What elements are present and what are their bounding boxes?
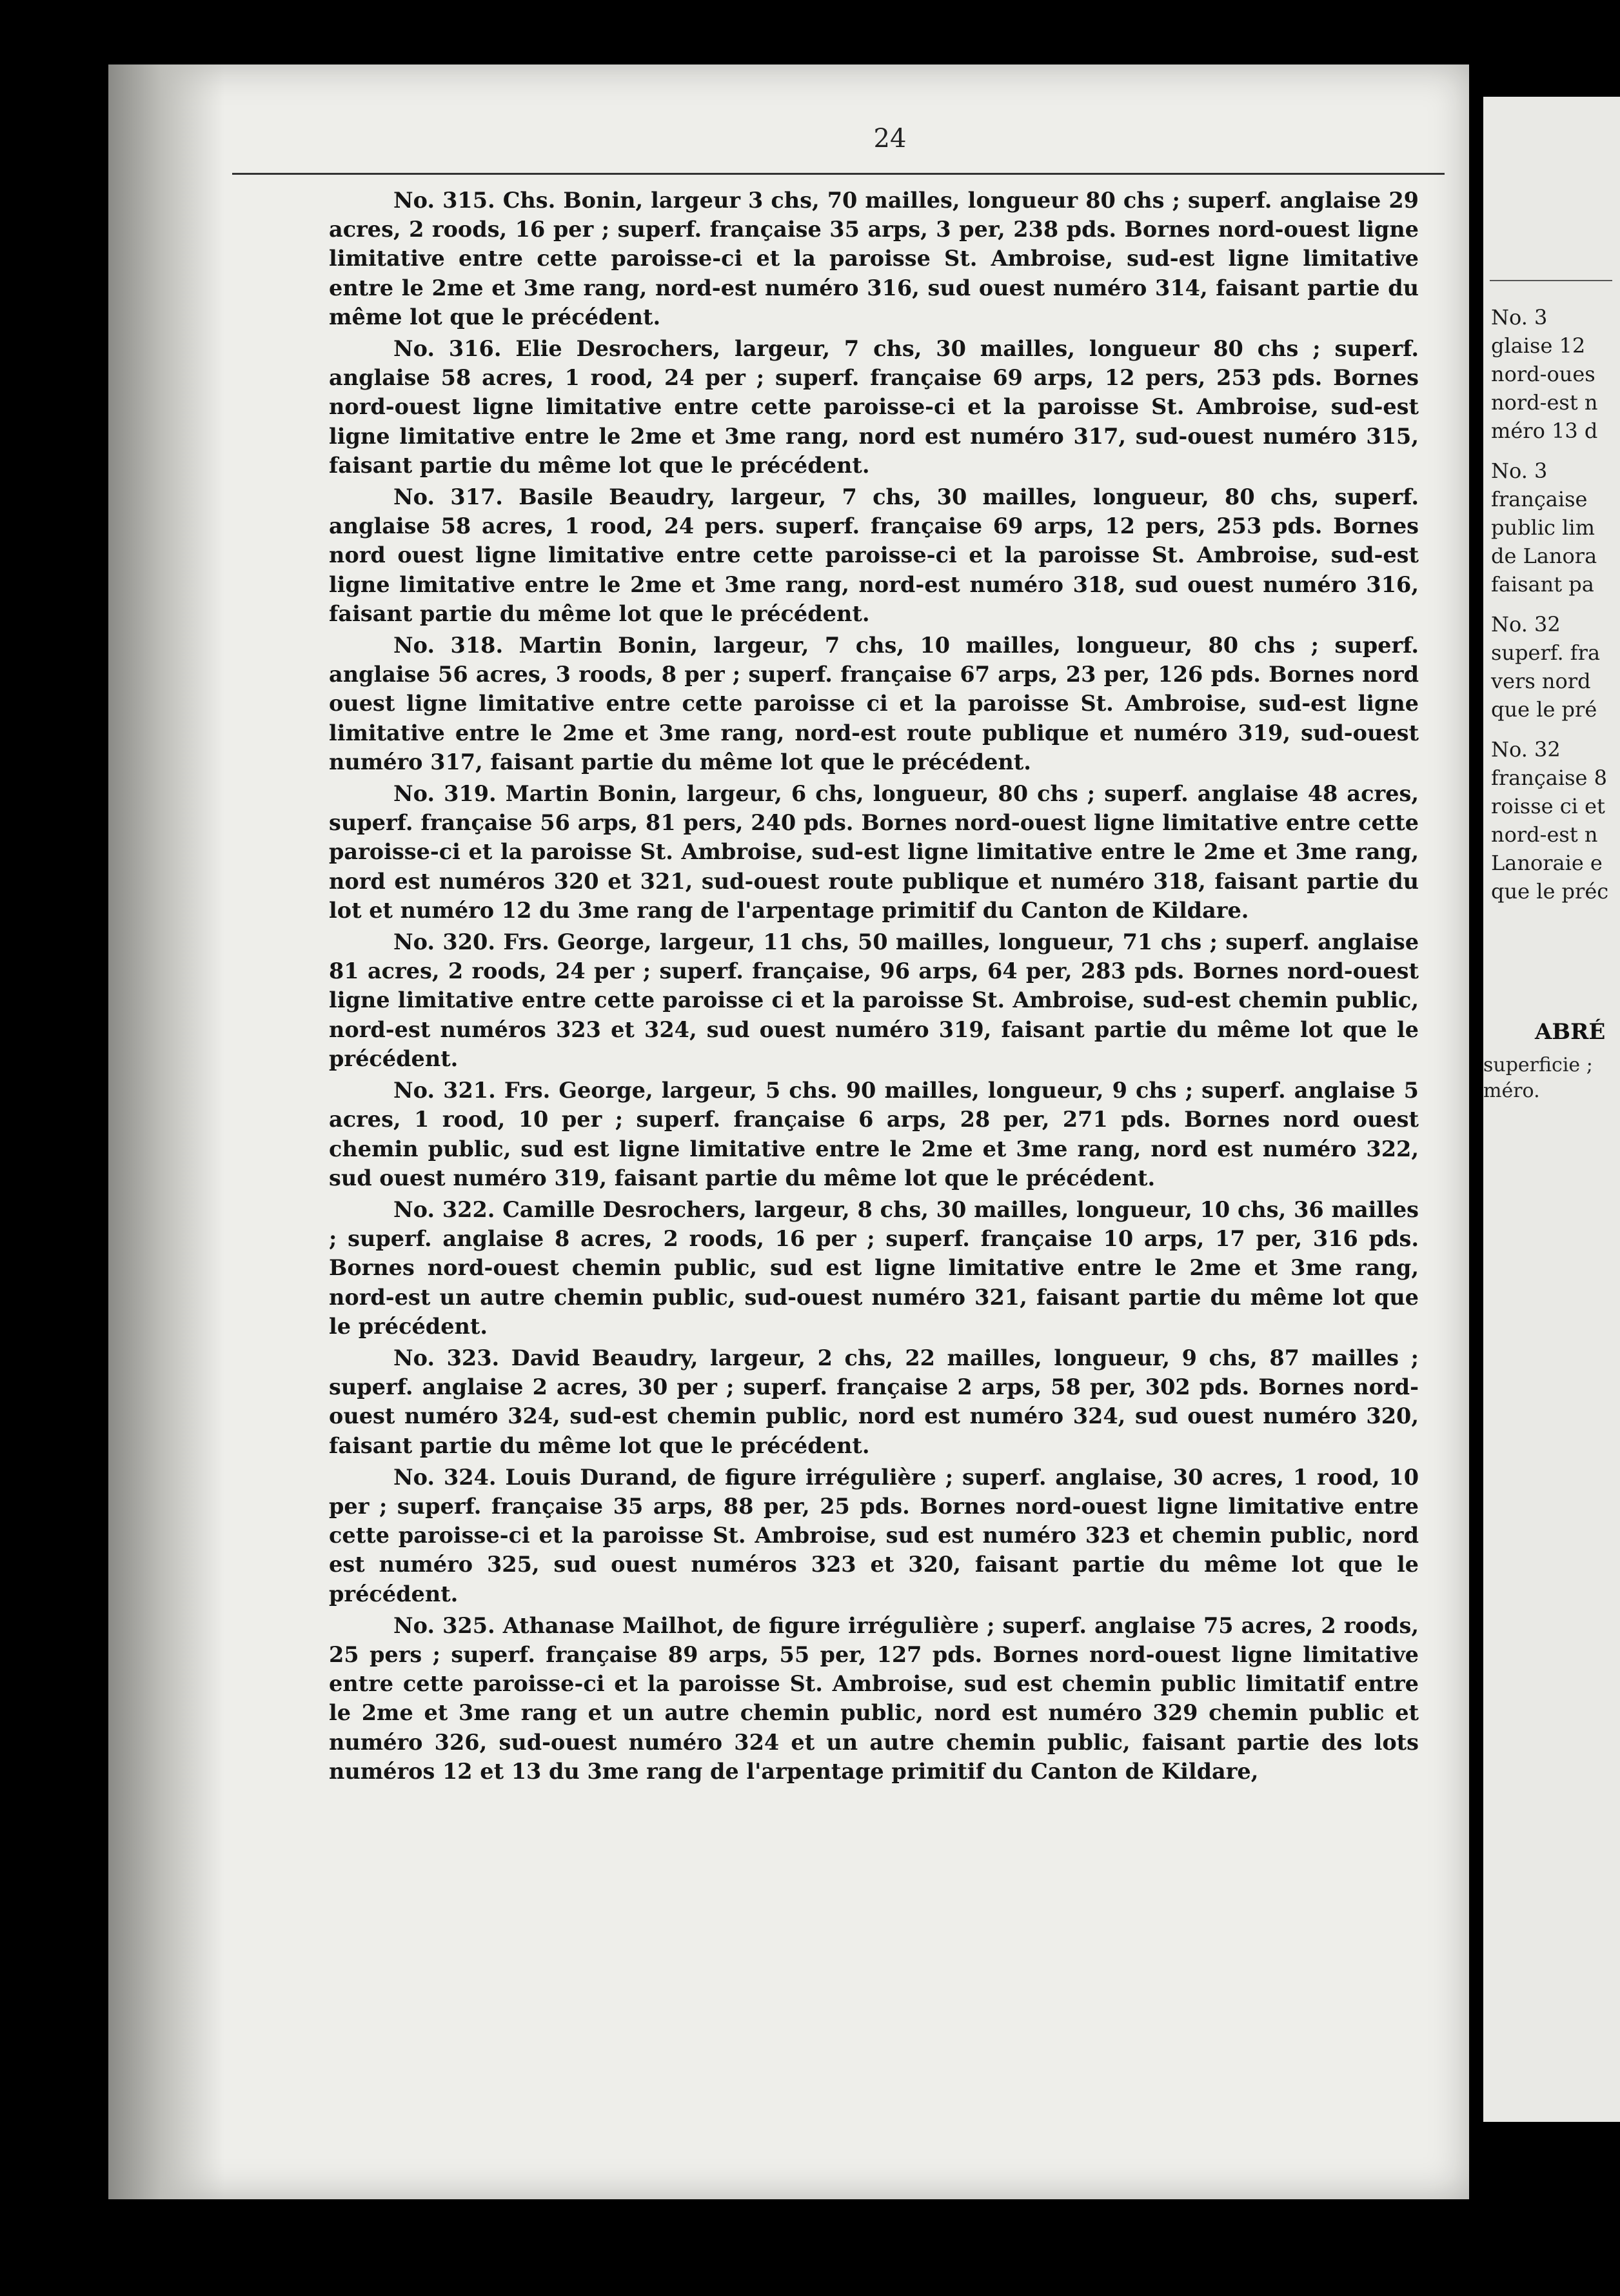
lot-entry [329, 779, 1419, 925]
header-rule [232, 173, 1445, 175]
owner-name: Camille Desrochers, [502, 1196, 747, 1222]
owner-name: Frs. George, [503, 929, 652, 955]
adjacent-page-line: No. 3 [1491, 305, 1548, 330]
adjacent-page-subline: méro. [1483, 1080, 1540, 1102]
adjacent-page-line: de Lanora [1491, 544, 1597, 568]
lot-description: largeur, 6 chs, longueur, 80 chs ; superf. anglaise 48 acres, superf. française 56 arps, 81 pers, 240 pds. Bornes nord-ouest ligne limitative entre cette paroisse-ci et la paroisse St. Ambroise, sud-est ligne limitative entre le 2me et 3me rang, nord est numéros 320 et 321, sud-ouest route publique et numéro 318, faisant partie du lot et numéro 12 du 3me rang de l'arpentage primitif du Canton de Kildare. [329, 781, 1419, 923]
adjacent-page-line: superf. fra [1491, 640, 1601, 665]
adjacent-page-line: faisant pa [1491, 572, 1594, 597]
adjacent-page-line: vers nord [1491, 669, 1591, 693]
adjacent-page-line: que le préc [1491, 879, 1609, 904]
entries-list [329, 186, 1419, 1788]
lot-description: de figure irrégulière ; superf. anglaise 75 acres, 2 roods, 25 pers ; superf. française 89 arps, 55 per, 127 pds. Bornes nord-ouest ligne limitative entre cette paroisse-ci et la paroisse St. Ambroise, sud est chemin public limitatif entre le 2me et 3me rang et un autre chemin public, nord est numéro 329 chemin public et numéro 326, sud-ouest numéro 324 et un autre chemin public, faisant partie des lots numéros 12 et 13 du 3me rang de l'arpentage primitif du Canton de Kildare, [329, 1612, 1419, 1784]
lot-description: largeur, 8 chs, 30 mailles, longueur, 10 chs, 36 mailles ; superf. anglaise 8 acres, 2 roods, 16 per ; superf. française 10 arps, 17 per, 316 pds. Bornes nord-ouest chemin public, sud est ligne limitative entre le 2me et 3me rang, nord-est un autre chemin public, sud-ouest numéro 321, faisant partie du même lot que le précédent. [329, 1196, 1419, 1339]
adjacent-page-line: française 8 [1491, 766, 1607, 790]
adjacent-page-text [1483, 303, 1608, 906]
owner-name: Elie Desrochers, [515, 336, 721, 362]
lot-entry [329, 334, 1419, 480]
adjacent-page-line: nord-est n [1491, 390, 1598, 415]
adjacent-page-line: public lim [1491, 515, 1595, 540]
owner-name: Martin Bonin, [505, 781, 678, 807]
lot-description: largeur, 7 chs, 10 mailles, longueur, 80 chs ; superf. anglaise 56 acres, 3 roods, 8 per ; superf. française 67 arps, 23 per, 126 pds. Bornes nord ouest ligne limitative entre cette paroisse ci et la paroisse St. Ambroise, sud-est ligne limitative entre le 2me et 3me rang, nord-est route publique et numéro 319, sud-ouest numéro 317, faisant partie du même lot que le précédent. [329, 633, 1419, 775]
lot-entry [329, 1076, 1419, 1193]
adjacent-page-subtext [1483, 1053, 1593, 1104]
lot-number: No. 318. [393, 633, 504, 658]
owner-name: Louis Durand, [505, 1464, 678, 1490]
adjacent-page-line: française [1491, 487, 1588, 511]
lot-number: No. 317. [393, 484, 503, 510]
lot-entry [329, 631, 1419, 777]
lot-description: largeur, 11 chs, 50 mailles, longueur, 71 chs ; superf. anglaise 81 acres, 2 roods, 24 per ; superf. française, 96 arps, 64 per, 283 pds. Bornes nord-ouest ligne limitative entre cette paroisse ci et la paroisse St. Ambroise, sud-est chemin public, nord-est numéros 323 et 324, sud ouest numéro 319, faisant partie du même lot que le précédent. [329, 929, 1419, 1071]
lot-number: No. 324. [393, 1464, 497, 1490]
lot-description: largeur, 2 chs, 22 mailles, longueur, 9 chs, 87 mailles ; superf. anglaise 2 acres, 30 per ; superf. française 2 arps, 58 per, 302 pds. Bornes nord-ouest numéro 324, sud-est chemin public, nord est numéro 324, sud ouest numéro 320, faisant partie du même lot que le précédent. [329, 1345, 1419, 1458]
adjacent-page-edge [1483, 97, 1620, 2122]
page-number: 24 [873, 124, 907, 153]
adjacent-page-heading: ABRÉ [1535, 1019, 1606, 1045]
lot-entry [329, 1343, 1419, 1460]
adjacent-page-line: glaise 12 [1491, 333, 1586, 358]
owner-name: Basile Beaudry, [519, 484, 715, 510]
lot-number: No. 315. [393, 188, 495, 213]
lot-description: largeur, 5 chs. 90 mailles, longueur, 9 chs ; superf. anglaise 5 acres, 1 rood, 10 per ; superf. française 6 arps, 28 per, 271 pds. Bornes nord ouest chemin public, sud est ligne limitative entre le 2me et 3me rang, nord est numéro 322, sud ouest numéro 319, faisant partie du même lot que le précédent. [329, 1078, 1419, 1191]
owner-name: David Beaudry, [511, 1345, 698, 1371]
lot-entry [329, 927, 1419, 1073]
lot-number: No. 323. [393, 1345, 500, 1371]
lot-description: largeur, 7 chs, 30 mailles, longueur 80 chs ; superf. anglaise 58 acres, 1 rood, 24 per ; superf. française 69 arps, 12 pers, 253 pds. Bornes nord-ouest ligne limitative entre cette paroisse-ci et la paroisse St. Ambroise, sud-est ligne limitative entre le 2me et 3me rang, nord est numéro 317, sud-ouest numéro 315, faisant partie du même lot que le précédent. [329, 336, 1419, 478]
adjacent-page-line: No. 32 [1491, 737, 1561, 762]
lot-number: No. 322. [393, 1196, 495, 1222]
adjacent-page-line: nord-oues [1491, 362, 1595, 386]
lot-description: largeur, 7 chs, 30 mailles, longueur, 80 chs, superf. anglaise 58 acres, 1 rood, 24 pers. superf. française 69 arps, 12 pers, 253 pds. Bornes nord ouest ligne limitative entre cette paroisse-ci et la paroisse St. Ambroise, sud-est ligne limitative entre le 2me et 3me rang, nord-est numéro 318, sud ouest numéro 316, faisant partie du même lot que le précédent. [329, 484, 1419, 626]
adjacent-page-line: roisse ci et [1491, 794, 1605, 818]
adjacent-page-rule [1490, 280, 1612, 281]
adjacent-page-line: Lanoraie e [1491, 851, 1603, 875]
lot-number: No. 321. [393, 1078, 496, 1103]
adjacent-page-line: méro 13 d [1491, 419, 1598, 443]
owner-name: Frs. George, [504, 1078, 653, 1103]
adjacent-page-line: nord-est n [1491, 822, 1598, 847]
adjacent-page-line: No. 32 [1491, 612, 1561, 637]
lot-entry [329, 482, 1419, 628]
owner-name: Chs. Bonin, [502, 188, 644, 213]
lot-description: de figure irrégulière ; superf. anglaise, 30 acres, 1 rood, 10 per ; superf. française 35 arps, 88 per, 25 pds. Bornes nord-ouest ligne limitative entre cette paroisse-ci et la paroisse St. Ambroise, sud est numéro 323 et chemin public, nord est numéro 325, sud ouest numéros 323 et 320, faisant partie du même lot que le précédent. [329, 1464, 1419, 1607]
lot-entry [329, 1611, 1419, 1786]
adjacent-page-line: que le pré [1491, 697, 1597, 722]
lot-number: No. 319. [393, 781, 497, 807]
lot-number: No. 325. [393, 1612, 495, 1638]
adjacent-page-line: No. 3 [1491, 459, 1548, 483]
owner-name: Martin Bonin, [519, 633, 698, 658]
lot-entry [329, 1195, 1419, 1341]
lot-number: No. 320. [393, 929, 496, 955]
lot-entry [329, 1463, 1419, 1608]
adjacent-page-subline: superficie ; [1483, 1054, 1593, 1076]
owner-name: Athanase Mailhot, [502, 1612, 725, 1638]
lot-description: largeur 3 chs, 70 mailles, longueur 80 chs ; superf. anglaise 29 acres, 2 roods, 16 per ; superf. française 35 arps, 3 per, 238 pds. Bornes nord-ouest ligne limitative entre cette paroisse-ci et la paroisse St. Ambroise, sud-est ligne limitative entre le 2me et 3me rang, nord-est numéro 316, sud ouest numéro 314, faisant partie du même lot que le précédent. [329, 188, 1419, 330]
lot-number: No. 316. [393, 336, 502, 362]
lot-entry [329, 186, 1419, 332]
